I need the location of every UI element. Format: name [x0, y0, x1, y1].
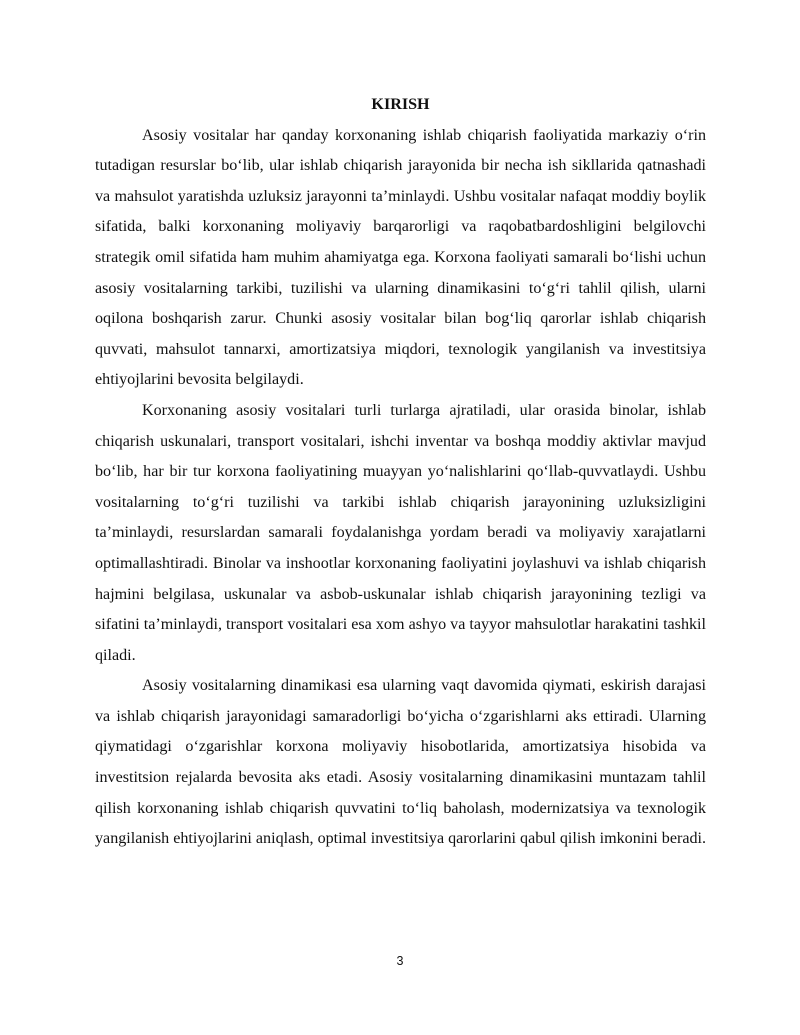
paragraph-3: Asosiy vositalarning dinamikasi esa ularning vaqt davomida qiymati, eskirish darajasi va ishlab chiqarish jarayonidagi samaradorligi bo‘yicha o‘zgarishlarni aks ettiradi. Ularning qiymatidagi o‘zgarishlar korxona moliyaviy hisobotlarida, amortizatsiya hisobida va investitsion rejalarda bevosita aks etadi. Asosiy vositalarning dinamikasini muntazam tahlil qilish korxonaning ishlab chiqarish quvvatini to‘liq baholash, modernizatsiya va texnologik yangilanish ehtiyojlarini aniqlash, optimal investitsiya qarorlarini qabul qilish imkonini beradi.: [95, 677, 707, 848]
paragraph-2: Korxonaning asosiy vositalari turli turlarga ajratiladi, ular orasida binolar, ishlab chiqarish uskunalari, transport vositalari, ishchi inventar va boshqa moddiy aktivlar mavjud bo‘lib, har bir tur korxona faoliyatining muayyan yo‘nalishlarini qo‘llab-quvvatlaydi. Ushbu vositalarning to‘g‘ri tuzilishi va tarkibi ishlab chiqarish jarayonining uzluksizligini ta’minlaydi, resurslardan samarali foydalanishga yordam beradi va moliyaviy xarajatlarni optimallashtiradi. Binolar va inshootlar korxonaning faoliyatini joylashuvi va ishlab chiqarish hajmini belgilasa, uskunalar va asbob-uskunalar ishlab chiqarish jarayonining tezligi va sifatini ta’minlaydi, transport vositalari esa xom ashyo va tayyor mahsulotlar harakatini tashkil qiladi.: [95, 401, 706, 664]
section-heading: KIRISH: [371, 96, 430, 113]
paragraph-1: Asosiy vositalar har qanday korxonaning ishlab chiqarish faoliyatida markaziy o‘rin tutadigan resurslar bo‘lib, ular ishlab chiqarish jarayonida bir necha ish sikllarida qatnashadi va mahsulot yaratishda uzluksiz jarayonni ta’minlaydi. Ushbu vositalar nafaqat moddiy boylik sifatida, balki korxonaning moliyaviy barqarorligi va raqobatbardoshligini belgilovchi strategik omil sifatida ham muhim ahamiyatga ega. Korxona faoliyati samarali bo‘lishi uchun asosiy vositalarning tarkibi, tuzilishi va ularning dinamikasini to‘g‘ri tahlil qilish, ularni oqilona boshqarish zarur. Chunki asosiy vositalar bilan bog‘liq qarorlar ishlab chiqarish quvvati, mahsulot tannarxi, amortizatsiya miqdori, texnologik yangilanish va investitsiya ehtiyojlarini bevosita belgilaydi.: [95, 126, 706, 389]
page-content: [95, 90, 706, 855]
page-number: 3: [396, 954, 404, 968]
